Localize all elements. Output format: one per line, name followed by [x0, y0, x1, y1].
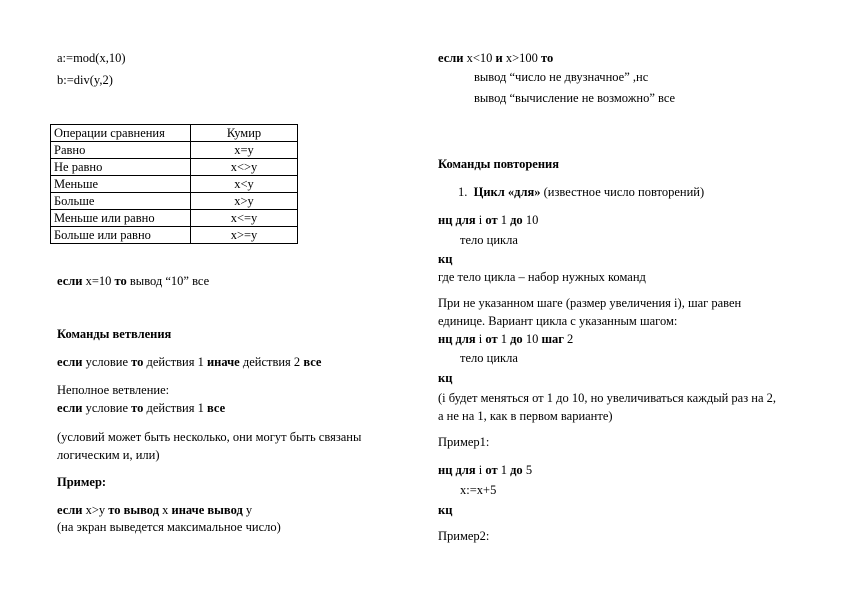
loop2-body: тело цикла [460, 351, 518, 365]
code-text: x<10 [463, 51, 496, 65]
table-cell: Меньше [51, 176, 191, 193]
body-note: где тело цикла – набор нужных команд [438, 270, 646, 284]
example-note: (на экран выведется максимальное число) [57, 520, 281, 534]
output-line-1: вывод “число не двузначное” ,нс [474, 70, 649, 84]
table-cell: Равно [51, 142, 191, 159]
loop1-end: кц [438, 252, 453, 266]
table-header-operation: Операции сравнения [51, 125, 191, 142]
partial-branch-line [57, 400, 225, 416]
code-text: условие [82, 401, 132, 415]
code-text: вывод “10” все [126, 274, 210, 288]
keyword: все [206, 401, 226, 415]
comparison-table [50, 124, 298, 244]
list-number: 1. [458, 185, 468, 199]
condition-line [438, 50, 553, 66]
code-text: x>100 [502, 51, 542, 65]
table-header-kumir: Кумир [191, 125, 298, 142]
keyword: то [131, 401, 144, 415]
table-cell: Больше [51, 193, 191, 210]
code-text: 10 [522, 332, 542, 346]
keyword: от [485, 332, 498, 346]
code-text: действия 1 [143, 401, 207, 415]
code-text: 10 [522, 213, 539, 227]
keyword: все [303, 355, 322, 369]
keyword: иначе [206, 355, 240, 369]
code-text: 2 [563, 332, 574, 346]
code-text: условие [82, 355, 132, 369]
keyword: нц [438, 463, 453, 477]
loop1-body: тело цикла [460, 233, 518, 247]
keyword: если [438, 51, 464, 65]
keyword: для [455, 463, 476, 477]
table-row [51, 142, 298, 159]
step-note: При не указанном шаге (размер увеличения i), шаг равен единице. Вариант цикла с указанным шагом: [438, 296, 742, 328]
partial-branch-label: Неполное ветвление: [57, 383, 170, 397]
keyword: до [510, 463, 523, 477]
if-example-line [57, 273, 209, 289]
keyword: для [455, 332, 476, 346]
keyword: нц [438, 332, 453, 346]
keyword: шаг [541, 332, 564, 346]
table-cell: x=y [191, 142, 298, 159]
table-row [51, 210, 298, 227]
loop2-end: кц [438, 371, 453, 385]
code-text: действия 1 [143, 355, 207, 369]
code-text: i [475, 463, 486, 477]
keyword: иначе вывод [171, 503, 243, 517]
table-row [51, 227, 298, 244]
code-text: i [475, 332, 486, 346]
keyword: если [57, 355, 83, 369]
keyword: до [510, 213, 523, 227]
keyword: то [114, 274, 127, 288]
table-cell: x>=y [191, 227, 298, 244]
code-text: 1 [497, 332, 511, 346]
loop-item-note: (известное число повторений) [540, 185, 705, 199]
code-text: 5 [522, 463, 533, 477]
output-line-2: вывод “вычисление не возможно” все [474, 91, 676, 105]
loop2-note: (i будет меняться от 1 до 10, но увеличиваться каждый раз на 2, а не на 1, как в первом варианте) [438, 391, 777, 423]
branch-heading: Команды ветвления [57, 327, 172, 341]
table-cell: Не равно [51, 159, 191, 176]
loop1-header [438, 212, 538, 228]
keyword: до [510, 332, 523, 346]
loop3-header [438, 462, 532, 478]
keyword: от [485, 463, 498, 477]
code-text: x=10 [82, 274, 115, 288]
table-row [51, 159, 298, 176]
keyword: если [57, 401, 83, 415]
example1-label: Пример1: [438, 435, 490, 449]
table-cell: Больше или равно [51, 227, 191, 244]
code-text: x>y [82, 503, 109, 517]
code-text: 1 [497, 213, 511, 227]
table-cell: Меньше или равно [51, 210, 191, 227]
code-text: 1 [497, 463, 511, 477]
full-branch-line [57, 354, 321, 370]
example-label: Пример: [57, 475, 107, 489]
conditions-note: (условий может быть несколько, они могут быть связаны логическим и, или) [57, 430, 362, 462]
keyword: от [485, 213, 498, 227]
keyword: если [57, 503, 83, 517]
code-text: действия 2 [239, 355, 304, 369]
table-row [51, 193, 298, 210]
code-text: i [475, 213, 486, 227]
table-cell: x<=y [191, 210, 298, 227]
loop-item-1 [438, 184, 704, 200]
loop3-body: x:=x+5 [460, 483, 497, 497]
code-text: x [159, 503, 172, 517]
keyword: для [455, 213, 476, 227]
keyword: нц [438, 213, 453, 227]
keyword: то [131, 355, 144, 369]
loop-heading: Команды повторения [438, 157, 560, 171]
loop-item-title: Цикл «для» [473, 185, 541, 199]
assign-a-line: a:=mod(x,10) [57, 51, 126, 65]
example-line [57, 502, 252, 518]
loop3-end: кц [438, 503, 453, 517]
keyword: если [57, 274, 83, 288]
keyword: то [541, 51, 554, 65]
keyword: и [495, 51, 503, 65]
loop2-header [438, 331, 573, 347]
example2-label: Пример2: [438, 529, 490, 543]
keyword: то вывод [108, 503, 160, 517]
table-header-row [51, 125, 298, 142]
table-cell: x>y [191, 193, 298, 210]
code-text: y [242, 503, 253, 517]
table-cell: x<y [191, 176, 298, 193]
table-cell: x<>y [191, 159, 298, 176]
table-row [51, 176, 298, 193]
assign-b-line: b:=div(y,2) [57, 73, 113, 87]
